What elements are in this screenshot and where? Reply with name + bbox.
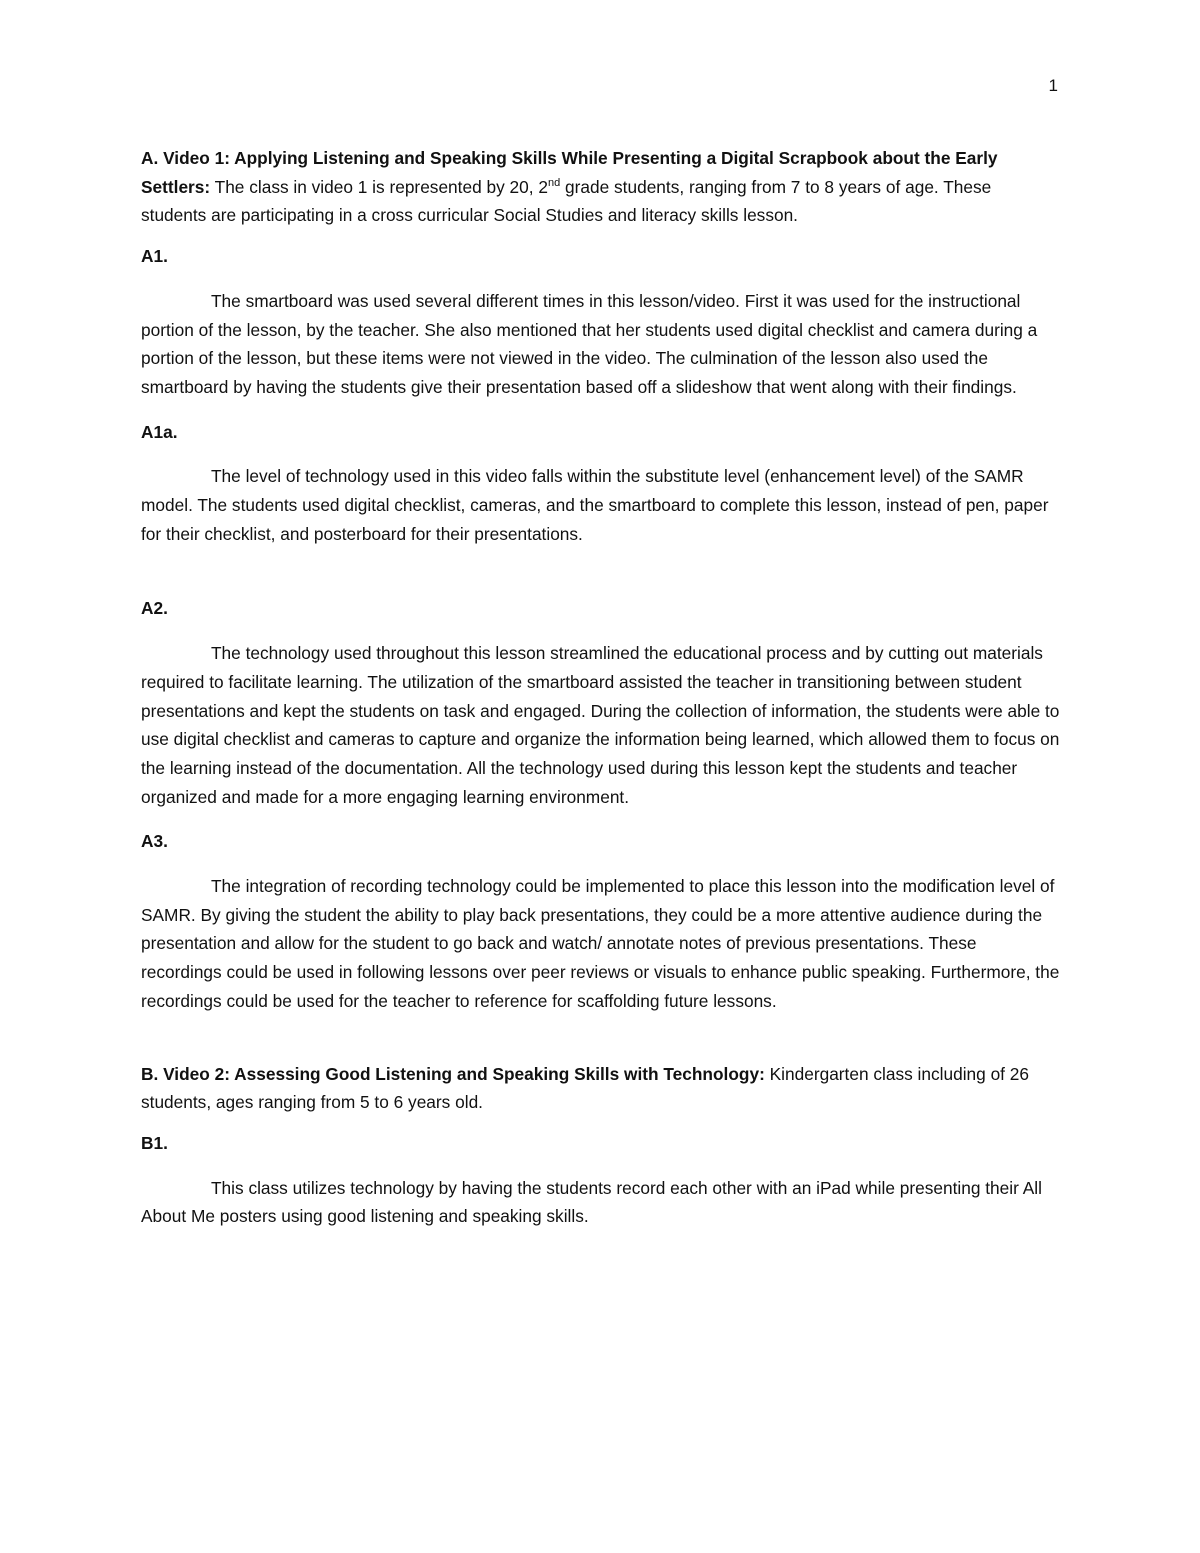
document-body [141,144,1061,1247]
spacer [141,564,1061,594]
spacer [141,1032,1061,1060]
section-b-text: Kindergarten class including of 26 students, ages ranging from 5 to 6 years old. [141,1063,1030,1113]
section-a-title: A. Video 1: Applying Listening and Speaking Skills While Presenting a Digital Scrapbook about the Early Settlers: [141,148,998,197]
section-a-text-start: The class in video 1 is represented by 20, 2 [210,176,548,197]
section-a2-paragraph: The technology used throughout this lesson streamlined the educational process and by cutting out materials required to facilitate learning. The utilization of the smartboard assisted the teacher in transitioning between student presentations and kept the students on task and engaged. During the collection of information, the students were able to use digital checklist and cameras to capture and organize the information being learned, which allowed them to focus on the learning instead of the documentation. All the technology used during this lesson kept the students and teacher organized and made for a more engaging learning environment. [141,643,1060,807]
section-b-intro [141,1060,1061,1117]
section-b1-label: B1. [141,1132,168,1153]
section-a1a-paragraph: The level of technology used in this video falls within the substitute level (enhancement level) of the SAMR model. The students used digital checklist, cameras, and the smartboard to complete this lesson, instead of pen, paper for their checklist, and posterboard for their presentations. [141,466,1049,544]
section-a1-paragraph: The smartboard was used several different times in this lesson/video. First it was used for the instructional portion of the lesson, by the teacher. She also mentioned that her students used digital checklist and camera during a portion of the lesson, but these items were not viewed in the video. The culmination of the lesson also used the smartboard by having the students give their presentation based off a slideshow that went along with their findings. [141,290,1038,397]
section-b1-paragraph: This class utilizes technology by having the students record each other with an iPad while presenting their All About Me posters using good listening and speaking skills. [141,1177,1042,1227]
ordinal-superscript: nd [547,176,561,189]
page-number: 1 [1048,76,1058,95]
section-a1a-label: A1a. [141,421,178,442]
section-a2-label: A2. [141,598,168,619]
section-b-title: B. Video 2: Assessing Good Listening and Speaking Skills with Technology: [141,1063,765,1084]
section-a3-paragraph: The integration of recording technology could be implemented to place this lesson into the modification level of SAMR. By giving the student the ability to play back presentations, they could be a more attentive audience during the presentation and allow for the student to go back and watch/ annotate notes of previous presentations. These recordings could be used in following lessons over peer reviews or visuals to enhance public speaking. Furthermore, the recordings could be used for the teacher to reference for scaffolding future lessons. [141,876,1060,1011]
section-a-text-end: grade students, ranging from 7 to 8 years of age. These students are participating in a cross curricular Social Studies and literacy skills lesson. [141,176,992,226]
section-a-intro [141,144,1061,230]
section-a1-label: A1. [141,246,168,267]
section-a3-label: A3. [141,831,168,852]
